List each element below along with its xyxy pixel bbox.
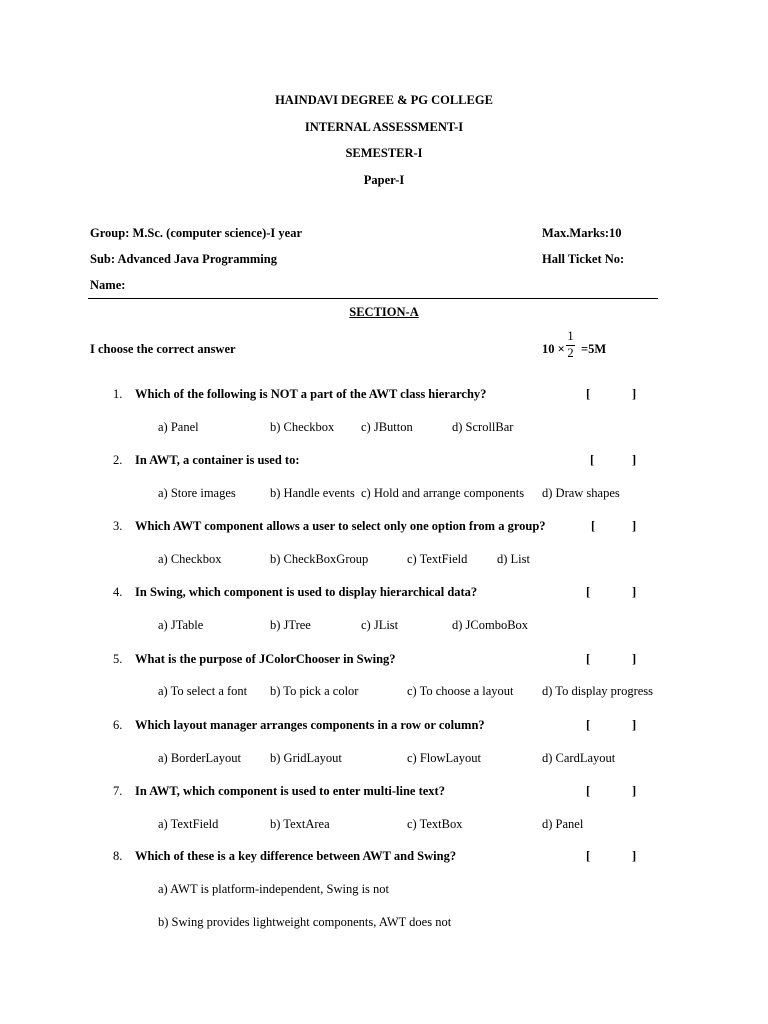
marks-suffix: =5M [581,342,607,356]
question-number: 2. [113,453,123,467]
option-b: b) CheckBoxGroup [270,552,369,566]
question-number: 6. [113,718,123,732]
option-a: a) Store images [158,486,236,500]
answer-bracket-open: [ [586,784,591,798]
option-d: d) Panel [542,817,584,831]
fraction-numerator: 1 [567,329,574,343]
question-text: What is the purpose of JColorChooser in Swing? [135,652,396,666]
option-c: c) TextField [407,552,468,566]
option-d: d) JComboBox [452,618,529,632]
option-c: c) Hold and arrange components [361,486,525,500]
option-b: b) TextArea [270,817,330,831]
question-number: 4. [113,585,123,599]
instruction: I choose the correct answer [90,342,236,356]
question-number: 1. [113,387,123,401]
question-text: Which AWT component allows a user to select only one option from a group? [135,519,546,533]
answer-bracket-open: [ [590,453,595,467]
question-number: 5. [113,652,123,666]
paper-title: Paper-I [363,173,405,187]
answer-bracket-open: [ [586,849,591,863]
option-a: a) JTable [158,618,204,632]
option-c: c) To choose a layout [407,684,514,698]
semester-title: SEMESTER-I [345,146,423,160]
option-a: a) BorderLayout [158,751,241,765]
answer-bracket-close: ] [632,387,637,401]
question-text: In AWT, which component is used to enter multi-line text? [135,784,445,798]
option-c: c) TextBox [407,817,463,831]
question-text: Which of the following is NOT a part of the AWT class hierarchy? [135,387,487,401]
option-b: b) Checkbox [270,420,335,434]
college-name: HAINDAVI DEGREE & PG COLLEGE [275,93,493,107]
max-marks: Max.Marks:10 [542,226,622,240]
option-d: d) Draw shapes [542,486,620,500]
question-number: 7. [113,784,123,798]
section-title: SECTION-A [349,305,419,319]
answer-bracket-close: ] [632,652,637,666]
header-divider [88,298,658,299]
question-text: In Swing, which component is used to display hierarchical data? [135,585,478,599]
marks-prefix: 10 × [542,342,565,356]
option-d: d) List [497,552,530,566]
answer-bracket-close: ] [632,849,637,863]
option-c: c) JButton [361,420,413,434]
option-b: b) JTree [270,618,311,632]
answer-bracket-open: [ [586,387,591,401]
option-c: c) JList [361,618,399,632]
option-a: a) Panel [158,420,199,434]
option-d: d) CardLayout [542,751,616,765]
answer-bracket-open: [ [586,585,591,599]
option-a: a) TextField [158,817,219,831]
marks-fraction [566,330,575,360]
option-b: b) Swing provides lightweight components, AWT does not [158,915,452,929]
answer-bracket-open: [ [591,519,596,533]
option-a: a) AWT is platform-independent, Swing is not [158,882,390,896]
option-d: d) ScrollBar [452,420,514,434]
option-b: b) GridLayout [270,751,342,765]
answer-bracket-close: ] [632,453,637,467]
answer-bracket-close: ] [632,784,637,798]
assessment-title: INTERNAL ASSESSMENT-I [304,120,464,134]
option-a: a) Checkbox [158,552,222,566]
name-label: Name: [90,278,126,292]
answer-bracket-close: ] [632,585,637,599]
question-text: In AWT, a container is used to: [135,453,300,467]
option-b: b) Handle events [270,486,355,500]
question-number: 8. [113,849,123,863]
question-text: Which layout manager arranges components in a row or column? [135,718,485,732]
option-d: d) To display progress [542,684,654,698]
question-text: Which of these is a key difference between AWT and Swing? [135,849,457,863]
question-number: 3. [113,519,123,533]
answer-bracket-close: ] [632,718,637,732]
answer-bracket-open: [ [586,718,591,732]
option-b: b) To pick a color [270,684,359,698]
answer-bracket-open: [ [586,652,591,666]
answer-bracket-close: ] [632,519,637,533]
option-c: c) FlowLayout [407,751,481,765]
option-a: a) To select a font [158,684,248,698]
fraction-denominator: 2 [567,346,574,360]
subject-label: Sub: Advanced Java Programming [90,252,277,266]
hall-ticket-label: Hall Ticket No: [542,252,625,266]
group-label: Group: M.Sc. (computer science)-I year [90,226,302,240]
